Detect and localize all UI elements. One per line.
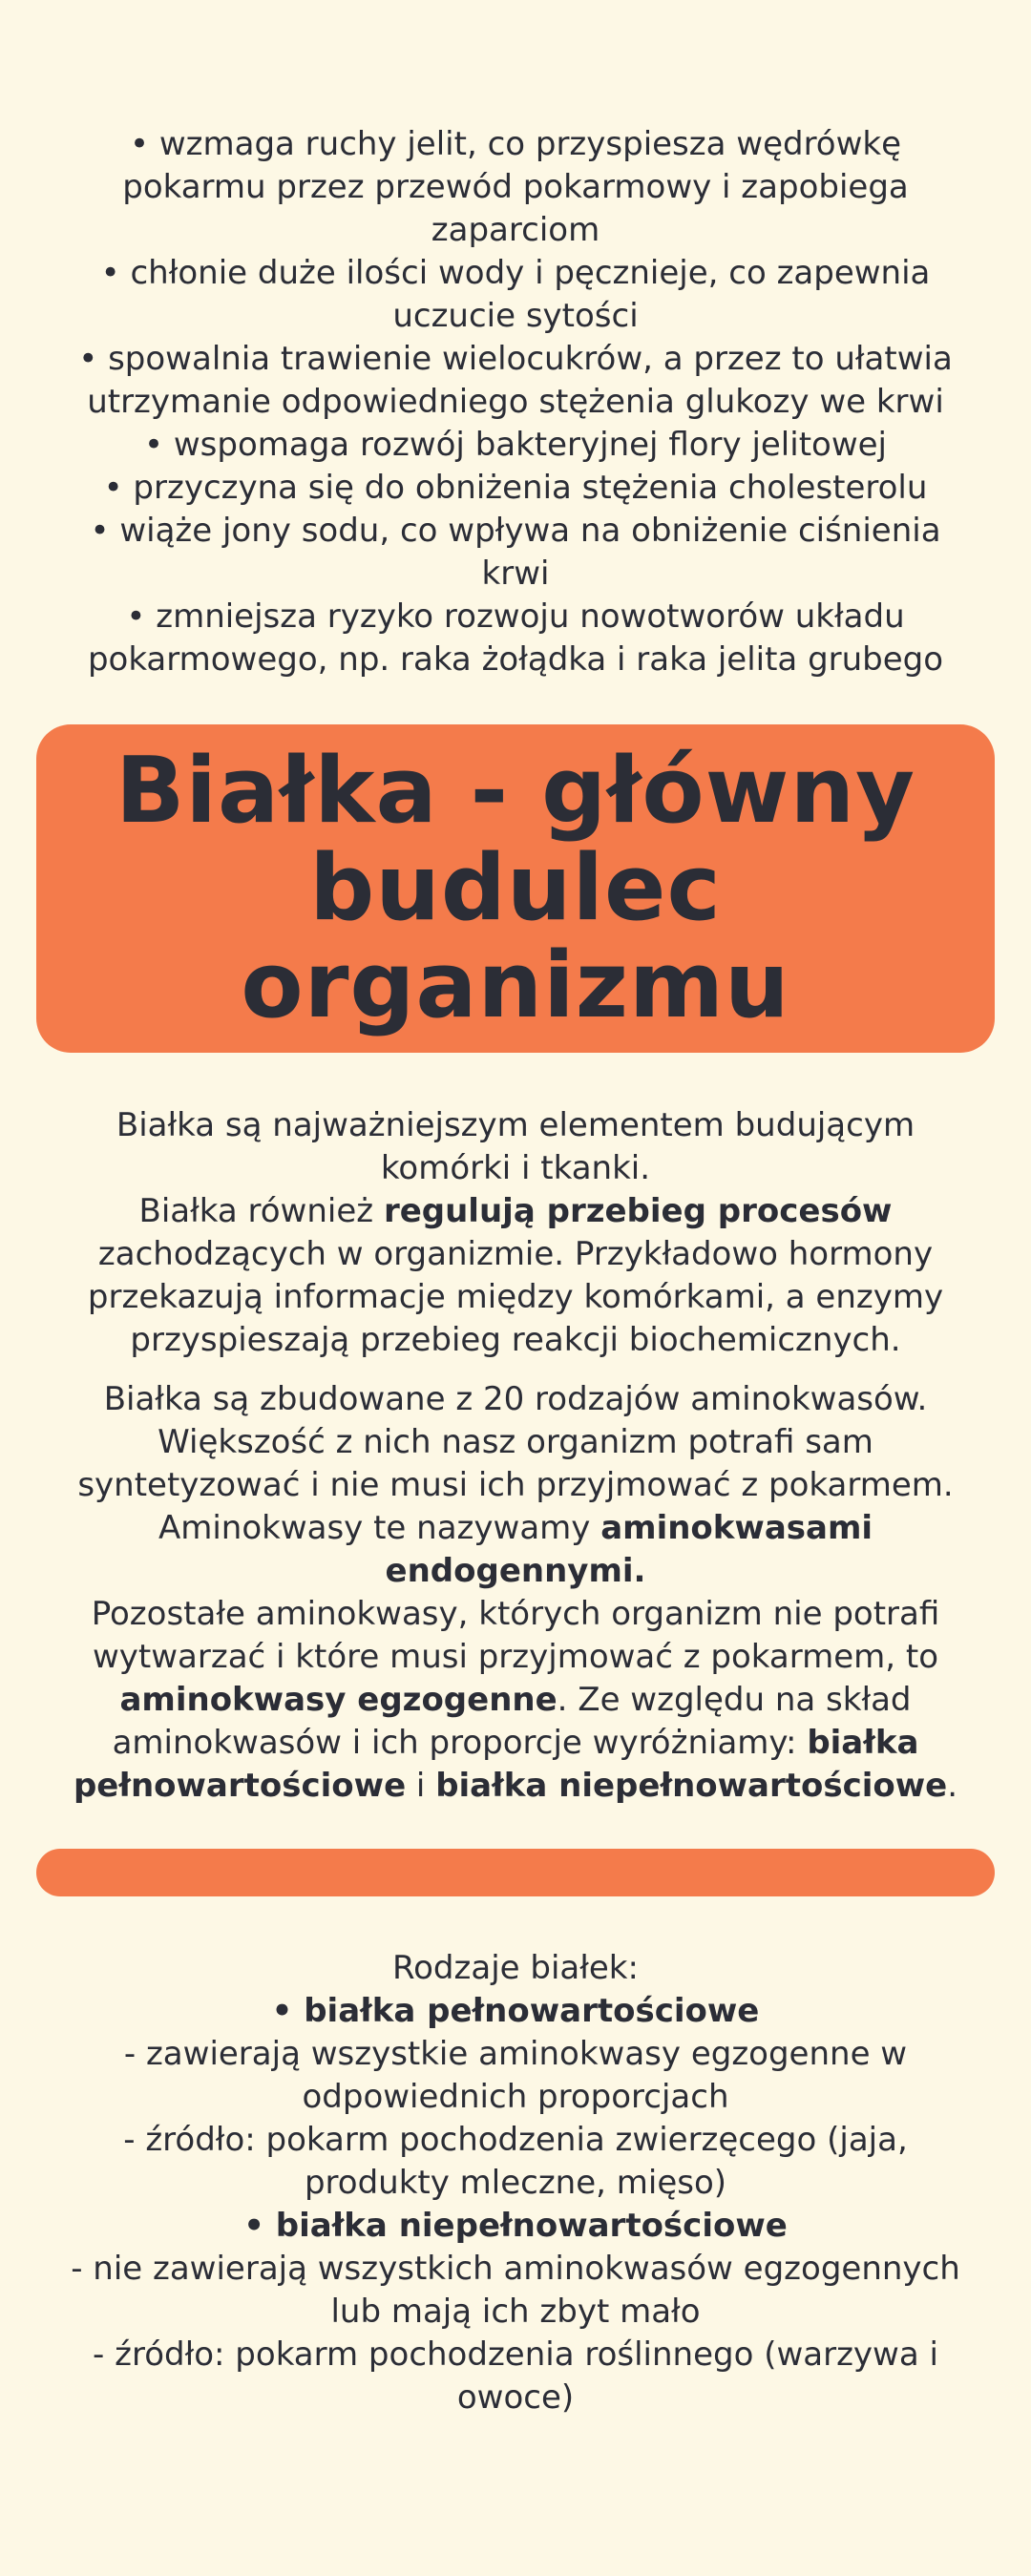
proteins-intro	[57, 1104, 974, 1362]
type-description: - źródło: pokarm pochodzenia roślinnego (warzywa i owoce)	[93, 2335, 938, 2417]
benefit-item: • wzmaga ruchy jelit, co przyspiesza wędrówkę pokarmu przez przewód pokarmowy i zapobiega zaparciom	[122, 125, 909, 249]
protein-types	[57, 1947, 974, 2419]
benefit-item: • chłonie duże ilości wody i pęcznieje, co zapewnia uczucie sytości	[100, 254, 931, 335]
title-line: Białka - główny	[115, 739, 916, 844]
benefit-item: • zmniejsza ryzyko rozwoju nowotworów układu pokarmowego, np. raka żołądka i raka jelita grubego	[87, 597, 944, 679]
amino-paragraph: Pozostałe aminokwasy, których organizm nie potrafi wytwarzać i które musi przyjmować z pokarmem, to aminokwasy egzogenne. Ze względu na skład aminokwasów i ich proporcje wyróżniamy: białka pełnowartościowe i białka niepełnowartościowe.	[73, 1595, 958, 1805]
intro-paragraph: Białka są najważniejszym elementem budującym komórki i tkanki.	[116, 1106, 915, 1187]
bold-phrase: białka pełnowartościowe	[73, 1724, 919, 1805]
fiber-benefits-list	[57, 123, 974, 681]
bold-phrase: białka niepełnowartościowe	[435, 1767, 948, 1805]
title-banner	[36, 724, 995, 1053]
intro-paragraph: Białka również regulują przebieg procesów zachodzących w organizmie. Przykładowo hormony przekazują informacje między komórkami, a enzymy przyspieszają przebieg reakcji biochemicznych.	[87, 1192, 944, 1359]
types-heading: Rodzaje białek:	[392, 1949, 639, 1987]
type-description: - zawierają wszystkie aminokwasy egzogenne w odpowiednich proporcjach	[123, 2035, 908, 2116]
amino-paragraph: Białka są zbudowane z 20 rodzajów aminokwasów. Większość z nich nasz organizm potrafi sam syntetyzować i nie musi ich przyjmować z pokarmem. Aminokwasy te nazywamy aminokwasami endogennymi.	[77, 1380, 954, 1590]
divider-bar	[36, 1849, 995, 1896]
benefit-item: • spowalnia trawienie wielocukrów, a przez to ułatwia utrzymanie odpowiedniego stężenia glukozy we krwi	[78, 340, 953, 421]
benefit-item: • wiąże jony sodu, co wpływa na obniżenie ciśnienia krwi	[90, 512, 941, 593]
amino-acids-section	[57, 1378, 974, 1808]
title-line: organizmu	[241, 933, 790, 1038]
bold-phrase: aminokwasy egzogenne	[119, 1681, 558, 1719]
type-description: - nie zawierają wszystkich aminokwasów egzogennych lub mają ich zbyt mało	[71, 2250, 960, 2331]
title-line: budulec	[309, 836, 722, 941]
section-title	[115, 739, 916, 1038]
type-title: • białka niepełnowartościowe	[243, 2207, 788, 2245]
bold-phrase: regulują przebieg procesów	[383, 1192, 893, 1230]
type-description: - źródło: pokarm pochodzenia zwierzęcego (jaja, produkty mleczne, mięso)	[123, 2121, 908, 2202]
bold-phrase: aminokwasami endogennymi.	[385, 1509, 873, 1590]
type-title: • białka pełnowartościowe	[271, 1992, 760, 2030]
benefit-item: • wspomaga rozwój bakteryjnej flory jelitowej	[144, 426, 887, 464]
benefit-item: • przyczyna się do obniżenia stężenia cholesterolu	[103, 469, 928, 507]
